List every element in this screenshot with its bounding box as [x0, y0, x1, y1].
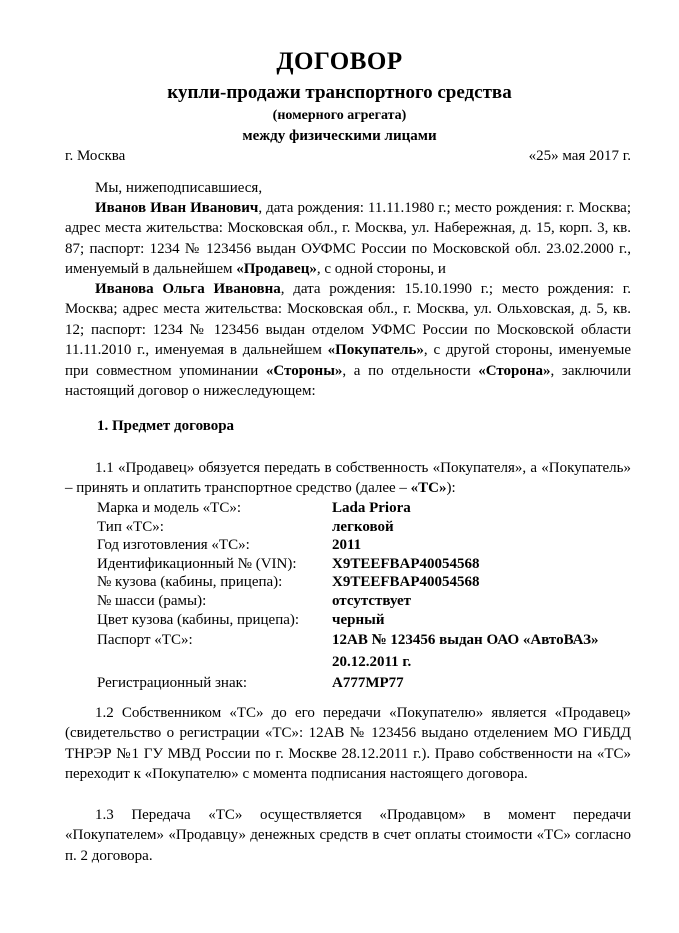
buyer-role: «Покупатель»: [327, 342, 424, 359]
contract-date: «25» мая 2017 г.: [528, 148, 631, 164]
seller-tail: , с одной стороны, и: [316, 261, 446, 278]
buyer-tail: , заключили настоящий договор о нижеследующем:: [65, 362, 631, 400]
spec-label: [97, 653, 332, 672]
spec-row: [97, 536, 637, 555]
buyer-name: Иванова Ольга Ивановна: [95, 281, 281, 297]
spec-row: [97, 555, 637, 574]
spec-label: Идентификационный № (VIN):: [97, 555, 297, 572]
spec-row: [97, 631, 637, 650]
spec-value: 12АВ № 123456 выдан ОАО «АвтоВАЗ»: [332, 632, 599, 649]
seller-details: , дата рождения: 11.11.1980 г.; место рождения: г. Москва; адрес места жительства: Московская обл., г. Москва, ул. Набережная, д. 15, корп. 3, кв. 87; паспорт: 1234 № 123456 выдан ОУФМС России по Московской обл. 23.02.2000 г., именуемый в дальнейшем: [65, 200, 631, 278]
spec-value: 20.12.2011 г.: [332, 653, 412, 670]
spec-value: легковой: [332, 518, 394, 535]
spec-row: [97, 518, 637, 537]
spec-label: Год изготовления «ТС»:: [97, 537, 250, 554]
document-note: (номерного агрегата): [272, 108, 407, 123]
spec-row: [97, 499, 637, 518]
section-1-heading: 1. Предмет договора: [97, 418, 235, 434]
clause-1-3-text: 1.3 Передача «ТС» осуществляется «Продавцом» в момент передачи «Покупателем» «Продавцу» денежных средств в счет оплаты стоимости «ТС» согласно п. 2 договора.: [65, 807, 631, 864]
spec-value: А777МР77: [332, 675, 404, 692]
spec-value: X9TEEFBAP40054568: [332, 555, 480, 572]
spec-label: Марка и модель «ТС»:: [97, 500, 242, 516]
spec-row: [97, 653, 637, 672]
seller-paragraph: [65, 198, 631, 280]
buyer-paragraph: [65, 279, 631, 401]
spec-value: Lada Priora: [332, 500, 411, 516]
vehicle-spec-table: [97, 499, 637, 693]
clause-1-1-ts: «ТС»: [410, 480, 447, 497]
buyer-details: , дата рождения: 15.10.1990 г.; место рождения: г. Москва; адрес места жительства: Московская обл., г. Москва, ул. Ольховская, д. 5, кв. 12; паспорт: 1234 № 123456 выдан отделом УФМС России по Московской области 11.11.2010 г., именуемая в дальнейшем: [65, 281, 631, 359]
clause-1-1: [65, 458, 631, 499]
clause-1-1-tail: ):: [446, 480, 456, 497]
clause-1-2: [65, 703, 631, 785]
spec-label: № шасси (рамы):: [97, 592, 207, 609]
spec-row: [97, 573, 637, 592]
spec-value: X9TEEFBAP40054568: [332, 574, 480, 591]
spec-label: № кузова (кабины, прицепа):: [97, 574, 283, 591]
spec-row: [97, 611, 637, 630]
spec-row: [97, 592, 637, 611]
party-term: «Сторона»: [478, 362, 551, 379]
parties-term: «Стороны»: [265, 362, 343, 379]
clause-1-1-text: 1.1 «Продавец» обязуется передать в собственность «Покупателя», а «Покупатель» – принять и оплатить транспортное средство (далее –: [65, 460, 631, 497]
spec-label: Тип «ТС»:: [97, 518, 164, 535]
intro-text: Мы, нижеподписавшиеся,: [95, 180, 263, 196]
spec-label: Цвет кузова (кабины, прицепа):: [97, 611, 300, 628]
buyer-mid: , с другой стороны, именуемые при совместном упоминании: [65, 342, 631, 379]
contract-place: г. Москва: [65, 148, 126, 164]
seller-name: Иванов Иван Иванович: [95, 200, 259, 216]
seller-role: «Продавец»: [236, 261, 317, 278]
spec-value: отсутствует: [332, 592, 412, 609]
spec-value: черный: [332, 611, 385, 628]
spec-row: [97, 674, 637, 693]
spec-value: 2011: [332, 537, 362, 554]
intro-paragraph: [65, 178, 631, 198]
buyer-mid2: , а по отдельности: [342, 362, 479, 379]
spec-label: Паспорт «ТС»:: [97, 632, 193, 649]
clause-1-2-text: 1.2 Собственником «ТС» до его передачи «Покупателю» является «Продавец» (свидетельство о регистрации «ТС»: 12АВ № 123456 выдано отделением МО ГИБДД ТНРЭР №1 ГУ МВД России по г. Москве 28.12.2011 г.). Право собственности на «ТС» переходит к «Покупателю» с момента подписания настоящего договора.: [65, 705, 631, 783]
document-title: ДОГОВОР: [276, 48, 403, 75]
spec-label: Регистрационный знак:: [97, 675, 248, 692]
clause-1-3: [65, 805, 631, 866]
document-subtitle: купли-продажи транспортного средства: [167, 82, 512, 103]
place-date-line: [65, 148, 631, 165]
document-parties-type: между физическими лицами: [242, 128, 437, 144]
